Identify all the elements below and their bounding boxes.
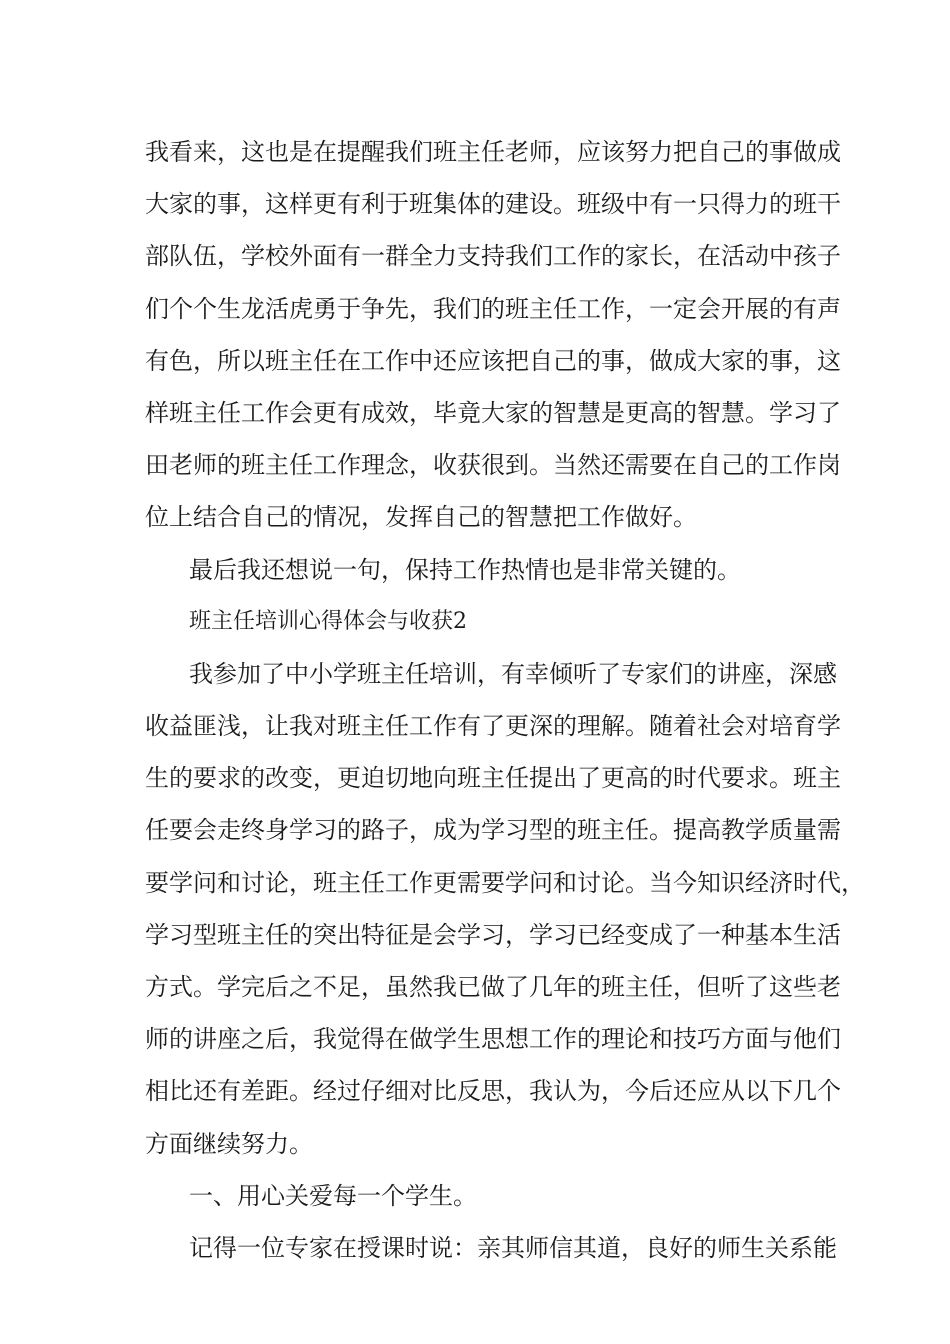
text-line: 样班主任工作会更有成效，毕竟大家的智慧是更高的智慧。学习了 — [145, 398, 841, 427]
document-body — [145, 130, 865, 1278]
text-line: 相比还有差距。经过仔细对比反思，我认为，今后还应从以下几个 — [145, 1077, 841, 1106]
text-line: 田老师的班主任工作理念，收获很到。当然还需要在自己的工作岗 — [145, 451, 841, 480]
text-line: 方面继续努力。 — [145, 1129, 313, 1158]
text-line: 部队伍，学校外面有一群全力支持我们工作的家长，在活动中孩子 — [145, 242, 841, 271]
subsection-heading: 一、用心关爱每一个学生。 — [189, 1181, 477, 1210]
section-heading: 班主任培训心得体会与收获2 — [189, 608, 467, 634]
paragraph-line: 最后我还想说一句，保持工作热情也是非常关键的。 — [189, 555, 741, 584]
text-line: 师的讲座之后，我觉得在做学生思想工作的理论和技巧方面与他们 — [145, 1025, 841, 1054]
text-line: 生的要求的改变，更迫切地向班主任提出了更高的时代要求。班主 — [145, 764, 841, 793]
text-line: 学习型班主任的突出特征是会学习，学习已经变成了一种基本生活 — [145, 920, 841, 949]
text-line: 们个个生龙活虎勇于争先，我们的班主任工作，一定会开展的有声 — [145, 294, 841, 323]
text-line: 有色，所以班主任在工作中还应该把自己的事，做成大家的事，这 — [145, 346, 841, 375]
paragraph-line: 记得一位专家在授课时说：亲其师信其道，良好的师生关系能 — [189, 1233, 837, 1262]
text-line: 任要会走终身学习的路子，成为学习型的班主任。提高教学质量需 — [145, 816, 841, 845]
text-line: 收益匪浅，让我对班主任工作有了更深的理解。随着社会对培育学 — [145, 712, 841, 741]
text-line: 方式。学完后之不足，虽然我已做了几年的班主任，但听了这些老 — [145, 973, 841, 1001]
text-line: 位上结合自己的情况，发挥自己的智慧把工作做好。 — [145, 503, 697, 532]
text-line: 大家的事，这样更有利于班集体的建设。班级中有一只得力的班干 — [145, 190, 841, 219]
paragraph-line: 我参加了中小学班主任培训，有幸倾听了专家们的讲座，深感 — [189, 659, 837, 688]
text-line: 我看来，这也是在提醒我们班主任老师，应该努力把自己的事做成 — [145, 138, 841, 166]
text-line: 要学问和讨论，班主任工作更需要学问和讨论。当今知识经济时代， — [145, 868, 865, 897]
